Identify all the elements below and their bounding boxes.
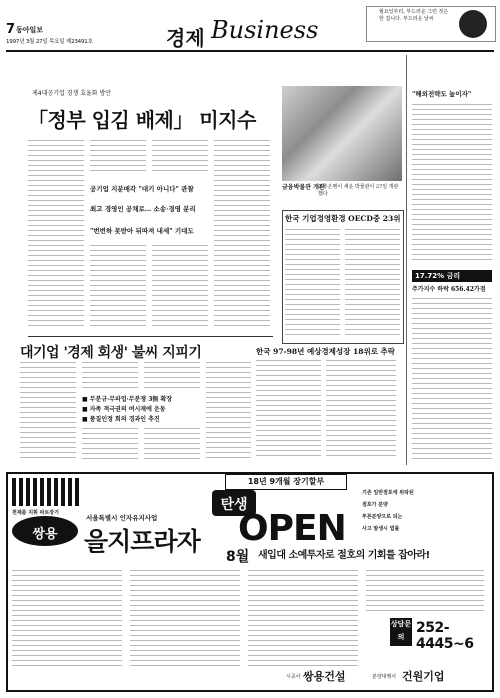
ad-inquiry-label — [390, 618, 412, 646]
rate-headline: 17.72% 금리 — [415, 272, 461, 280]
lead-body-col-3b — [152, 245, 208, 330]
ad-feature-2: 점포가 분양 — [362, 502, 388, 508]
lead-body-col-2 — [90, 140, 146, 175]
growth-body-col-1 — [256, 360, 321, 460]
lead-kicker: 제4대공기업 경쟁 효율화 방안 — [32, 90, 112, 97]
bullet-2: ■ 자족 적극권의 여시재에 운동 — [82, 406, 166, 413]
second-body-col-3 — [144, 362, 200, 392]
ad-open: OPEN — [238, 508, 346, 549]
lead-body-col-4 — [214, 140, 270, 330]
ad-details-3 — [248, 570, 358, 670]
lead-subhead-1: 공기업 지분매각 "대기 아니다" 관찰 — [90, 185, 194, 193]
ad-details-4 — [366, 570, 484, 615]
museum-photo — [282, 86, 402, 181]
lead-story-rule — [28, 336, 273, 337]
ad-brand-circle — [12, 516, 78, 546]
ad-feature-4: 사고 발생시 법률 — [362, 526, 400, 532]
rate-banner — [412, 270, 492, 282]
right-quote: "해외전략도 높이자" — [412, 90, 472, 98]
ad-builder: 쌍용건설 — [303, 670, 346, 683]
promo-box — [366, 6, 496, 42]
oecd-body-col-1 — [285, 229, 340, 339]
ad-details-2 — [130, 570, 240, 670]
bullet-1: ■ 무분규·무파업·무분쟁 3無 확장 — [82, 396, 173, 403]
paper-name: 동아일보 — [16, 26, 44, 34]
lead-body-col-3 — [152, 140, 208, 175]
ad-details-1 — [12, 570, 122, 670]
photo-caption-body: 조흥은행이 세운 박물관이 27일 개관했다 — [318, 184, 399, 197]
ad-feature-3: 투론분양으로 되는 — [362, 514, 403, 520]
masthead-rule — [6, 50, 494, 52]
section-title-en: Business — [211, 16, 319, 44]
ad-sub-banner: 천제를 지휘 파트장기 — [12, 510, 59, 516]
page-number: 7 — [6, 22, 16, 37]
ad-slogan: 새입대 소예투자로 절호의 기회를 잡아라! — [258, 550, 430, 561]
lead-subhead-3: "번번하 못받아 뒤따져 내세" 기대도 — [90, 227, 194, 235]
oecd-body-col-2 — [345, 229, 400, 339]
second-headline: 대기업 '경제 회생' 불씨 지피기 — [20, 345, 202, 361]
second-body-col-2b — [82, 428, 138, 459]
ad-logo-block — [12, 478, 82, 506]
promo-badge — [459, 10, 487, 38]
issue-line: 1997년 3월 27일 목요일 제23491호 — [6, 39, 93, 45]
lead-subhead-2: 최고 경영인 공채로… 소송·경영 분리 — [90, 205, 196, 213]
second-body-col-1 — [20, 362, 76, 459]
oecd-box — [282, 210, 404, 344]
ad-month: 8월 — [226, 549, 250, 565]
ad-builder-label: 시공사 — [286, 674, 301, 680]
ad-distributor: 서울특별시 인자유지사업 — [86, 514, 158, 522]
lead-body-col-1 — [28, 140, 84, 330]
ad-top-banner-text: 18년 9개월 장기할부 — [247, 477, 325, 486]
ad-phone: 252-4445~6 — [416, 620, 474, 652]
second-body-col-2 — [82, 362, 138, 392]
masthead — [6, 6, 494, 48]
section-title-ko: 경제 — [166, 26, 205, 50]
bullet-3-text: 품질인정 회의 경과인 추진 — [89, 416, 160, 423]
ad-top-banner — [225, 474, 347, 490]
right-body-1 — [412, 104, 492, 264]
promo-text: 월요일부터, 부드러운 그런 것은 한 겁니다. 부드러운 날씨 — [379, 9, 449, 22]
ad-hot-word: 탄생 — [220, 497, 248, 513]
right-column-divider — [406, 55, 407, 465]
second-body-col-4 — [206, 362, 251, 459]
ad-operator-label: 분양대행사 — [372, 674, 397, 680]
market-label: 주가지수 하락 656.42가점 — [412, 286, 486, 293]
growth-headline: 한국 97-98년 예상경제성장 18위로 추락 — [256, 347, 396, 356]
second-body-col-3b — [144, 428, 200, 459]
oecd-headline: 한국 기업경영환경 OECD중 23위 — [285, 214, 401, 223]
lead-headline: 「정부 입김 배제」 미지수 — [28, 108, 256, 132]
growth-body-col-2 — [326, 360, 396, 460]
bullet-1-text: 무분규·무파업·무분쟁 3無 확장 — [89, 396, 173, 403]
ad-feature-1: 기존 일반점포에 위탁된 — [362, 490, 414, 496]
right-body-2 — [412, 298, 492, 460]
lead-body-col-2b — [90, 245, 146, 330]
photo-caption-title: 금융박물관 개관 — [282, 184, 325, 191]
ad-plaza-name: 을지프라자 — [84, 527, 200, 556]
bullet-2-text: 자족 적극권의 여시재에 운동 — [89, 406, 166, 413]
ad-inquiry-text: 상담문의 — [390, 620, 412, 641]
ad-operator: 건원기업 — [402, 670, 445, 683]
ad-brand-text: 쌍용 — [32, 527, 58, 542]
bullet-3: ■ 품질인정 회의 경과인 추진 — [82, 416, 160, 423]
